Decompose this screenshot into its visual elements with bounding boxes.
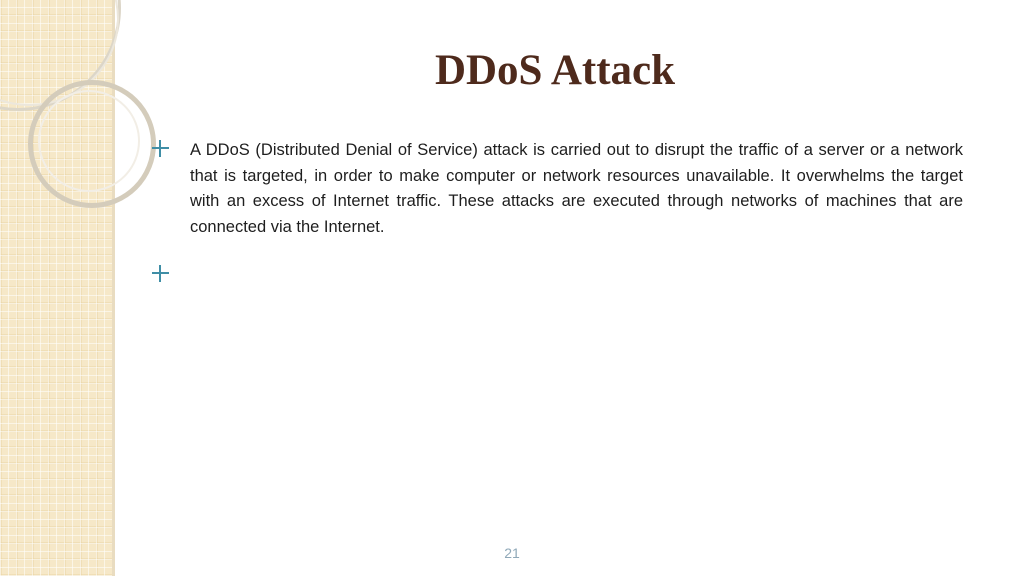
- plus-icon: [150, 263, 170, 283]
- decorative-side-panel: [0, 0, 113, 576]
- slide-title: DDoS Attack: [434, 47, 676, 94]
- plus-icon: [150, 138, 170, 158]
- side-panel-edge: [112, 0, 115, 576]
- page-number: 21: [504, 545, 520, 561]
- bullet-text: A DDoS (Distributed Denial of Service) attack is carried out to disrupt the traffic of a server or a network that is targeted, in order to make computer or network resources unavailable. It overwhelms the target with an excess of Internet traffic. These attacks are executed through networks of machines that are connected via the Internet.: [190, 141, 963, 236]
